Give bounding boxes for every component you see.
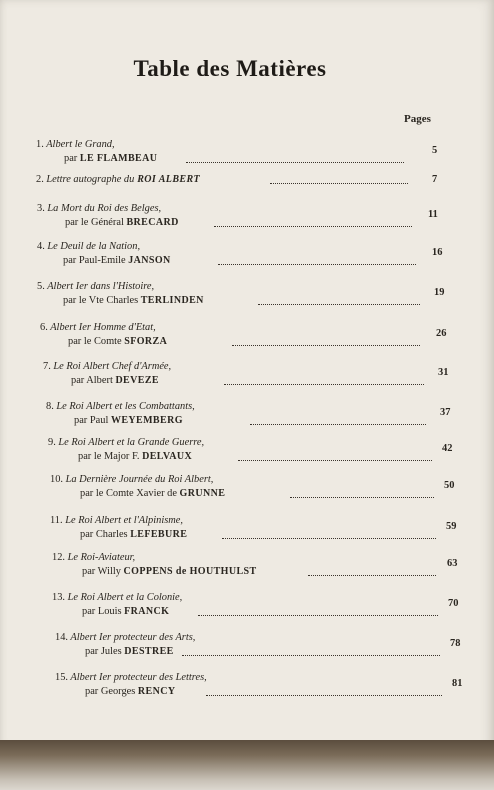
toc-entry-title: Albert Ier protecteur des Lettres, — [68, 672, 207, 683]
toc-entry-author: ROI ALBERT — [134, 174, 201, 185]
toc-entry-author-line — [37, 255, 171, 269]
toc-entry — [46, 401, 195, 429]
toc-entry-author: DESTREE — [124, 646, 174, 657]
toc-entry-title-line — [37, 281, 204, 295]
toc-entry-author-line — [37, 217, 179, 231]
toc-entry-author: TERLINDEN — [140, 295, 204, 306]
dot-leader — [308, 575, 436, 576]
page-edge-shadow — [0, 740, 494, 790]
toc-entry-author-line — [55, 686, 207, 700]
toc-entry-title: Le Deuil de la Nation, — [44, 241, 141, 252]
toc-entry-author-line — [46, 415, 195, 429]
toc-entry-author: SFORZA — [124, 336, 168, 347]
toc-entry-author-line — [50, 488, 225, 502]
toc-entry-page-number: 59 — [446, 521, 457, 532]
toc-entry-by: par — [64, 153, 80, 164]
toc-entry — [40, 322, 167, 350]
toc-entry-author: DEVEZE — [115, 375, 159, 386]
toc-entry-title-line — [36, 174, 200, 188]
toc-entry-author: JANSON — [128, 255, 171, 266]
pages-column-label: Pages — [404, 113, 431, 125]
toc-entry-number: 13. — [52, 592, 65, 603]
toc-entry-title-line — [50, 474, 225, 488]
toc-entry-title: Le Roi Albert et la Colonie, — [65, 592, 183, 603]
toc-entry-author: WEYEMBERG — [110, 415, 183, 426]
toc-entry-title-line — [52, 592, 182, 606]
toc-entry-by: par le Major F. — [78, 451, 143, 462]
toc-entry-number: 9. — [48, 437, 56, 448]
toc-entry-author-line — [48, 451, 204, 465]
toc-entry-author: GRUNNE — [179, 488, 226, 499]
toc-entry-number: 8. — [46, 401, 54, 412]
toc-entry-page-number: 37 — [440, 407, 451, 418]
toc-entry-title: Le Roi Albert et l'Alpinisme, — [62, 515, 183, 526]
toc-entry-author-line — [50, 529, 187, 543]
toc-entry-title: Albert le Grand, — [43, 139, 115, 150]
toc-entry-title-line — [55, 672, 207, 686]
toc-entry — [55, 672, 207, 700]
toc-entry — [37, 241, 171, 269]
dot-leader — [206, 695, 442, 696]
toc-entry-by: par le Général — [65, 217, 127, 228]
dot-leader — [224, 384, 424, 385]
toc-entry-author: DELVAUX — [142, 451, 193, 462]
dot-leader — [214, 226, 412, 227]
toc-entry-author-line — [55, 646, 195, 660]
toc-entry-page-number: 26 — [436, 328, 447, 339]
toc-entry-author: BRECARD — [126, 217, 179, 228]
toc-entry-by: par le Comte — [68, 336, 125, 347]
toc-entry-page-number: 11 — [428, 209, 438, 220]
toc-entry-page-number: 70 — [448, 598, 459, 609]
toc-entry-number: 6. — [40, 322, 48, 333]
toc-entry-number: 7. — [43, 361, 51, 372]
toc-entry-number: 2. — [36, 174, 44, 185]
toc-entry-number: 5. — [37, 281, 45, 292]
dot-leader — [222, 538, 436, 539]
toc-entry — [37, 281, 204, 309]
toc-entry — [43, 361, 171, 389]
toc-entry-number: 3. — [37, 203, 45, 214]
toc-entry-title-line — [48, 437, 204, 451]
toc-entry-by: par Paul — [74, 415, 111, 426]
dot-leader — [290, 497, 434, 498]
toc-entry-title-line — [37, 203, 179, 217]
toc-entry-page-number: 16 — [432, 247, 443, 258]
toc-entry-author: LE FLAMBEAU — [79, 153, 158, 164]
toc-entry — [36, 174, 200, 188]
page-title: Table des Matières — [133, 56, 327, 81]
toc-entry-number: 11. — [50, 515, 63, 526]
toc-entry-page-number: 63 — [447, 558, 458, 569]
toc-entry-title: Albert Ier Homme d'Etat, — [47, 322, 156, 333]
toc-entry-page-number: 50 — [444, 480, 455, 491]
dot-leader — [186, 162, 404, 163]
toc-entry-number: 4. — [37, 241, 45, 252]
toc-entry-title-line — [37, 241, 171, 255]
toc-entry-by: par Paul-Emile — [63, 255, 129, 266]
toc-entry-page-number: 78 — [450, 638, 461, 649]
toc-entry-author: FRANCK — [124, 606, 170, 617]
toc-entry-title-line — [40, 322, 167, 336]
toc-entry-by: par Charles — [80, 529, 131, 540]
toc-entry-title: Albert Ier protecteur des Arts, — [68, 632, 196, 643]
toc-entry-author: RENCY — [137, 686, 176, 697]
toc-entry-title-line — [55, 632, 195, 646]
toc-entry-by: par Jules — [85, 646, 125, 657]
toc-entry — [52, 552, 257, 580]
toc-entry-page-number: 7 — [432, 174, 438, 185]
toc-entry-page-number: 19 — [434, 287, 445, 298]
dot-leader — [218, 264, 416, 265]
toc-entry-by: par Willy — [82, 566, 124, 577]
toc-entry-title-line — [52, 552, 257, 566]
toc-entry-title: Le Roi Albert et la Grande Guerre, — [55, 437, 205, 448]
toc-entry-author-line — [36, 153, 157, 167]
toc-entry-title: Le Roi Albert et les Combattants, — [53, 401, 195, 412]
toc-entry-title: Lettre autographe du — [43, 174, 135, 185]
toc-entry — [52, 592, 182, 620]
toc-entry-by: par Georges — [85, 686, 138, 697]
toc-entry-author-line — [52, 606, 182, 620]
dot-leader — [182, 655, 440, 656]
toc-entry-author: LEFEBURE — [130, 529, 188, 540]
dot-leader — [270, 183, 408, 184]
toc-entry-title: Le Roi Albert Chef d'Armée, — [50, 361, 172, 372]
toc-entry-title-line — [50, 515, 187, 529]
toc-entry-title-line — [43, 361, 171, 375]
toc-entry-author-line — [43, 375, 171, 389]
toc-entry-page-number: 81 — [452, 678, 463, 689]
toc-entry-author-line — [37, 295, 204, 309]
toc-entry-number: 14. — [55, 632, 68, 643]
toc-entry-by: par le Vte Charles — [63, 295, 141, 306]
toc-entry — [50, 474, 225, 502]
toc-entry-by: par le Comte Xavier de — [80, 488, 180, 499]
toc-entry-page-number: 5 — [432, 145, 438, 156]
dot-leader — [198, 615, 438, 616]
dot-leader — [238, 460, 432, 461]
toc-entry — [48, 437, 204, 465]
toc-entry — [37, 203, 179, 231]
toc-entry-number: 1. — [36, 139, 44, 150]
dot-leader — [250, 424, 426, 425]
toc-entry-number: 15. — [55, 672, 68, 683]
toc-entry-by: par Louis — [82, 606, 125, 617]
toc-entry-number: 12. — [52, 552, 65, 563]
toc-entry-title-line — [46, 401, 195, 415]
toc-entry-page-number: 42 — [442, 443, 453, 454]
toc-entry-page-number: 31 — [438, 367, 449, 378]
toc-entry-by: par Albert — [71, 375, 116, 386]
toc-entry-number: 10. — [50, 474, 63, 485]
toc-entry — [36, 139, 157, 167]
dot-leader — [258, 304, 420, 305]
toc-entry-author-line — [40, 336, 167, 350]
toc-entry — [50, 515, 187, 543]
toc-entry-author-line — [52, 566, 257, 580]
toc-entry — [55, 632, 195, 660]
toc-entry-title-line — [36, 139, 157, 153]
toc-entry-title: La Dernière Journée du Roi Albert, — [63, 474, 214, 485]
toc-entry-title: Le Roi-Aviateur, — [65, 552, 136, 563]
dot-leader — [232, 345, 420, 346]
toc-entry-title: Albert Ier dans l'Histoire, — [44, 281, 155, 292]
toc-entry-title: La Mort du Roi des Belges, — [44, 203, 162, 214]
toc-entry-author: COPPENS de HOUTHULST — [123, 566, 257, 577]
